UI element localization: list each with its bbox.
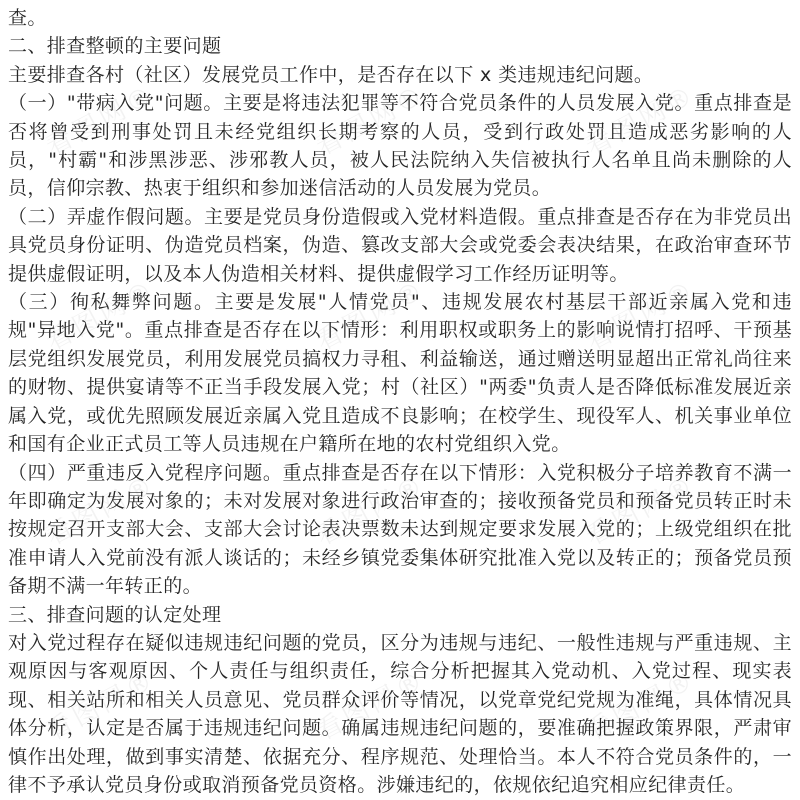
watermark-text: 看图网® (581, 79, 702, 163)
section-heading-2: 二、排查整顿的主要问题 (8, 35, 222, 58)
watermark-text: 看图网® (311, 79, 432, 163)
section-heading-3: 三、排查问题的认定处理 (8, 603, 222, 626)
watermark-text: 看图网® (41, 274, 162, 358)
paragraph-item-1: （一）"带病入党"问题。主要是将违法犯罪等不符合党员条件的人员发展入党。重点排查是否将曾受到刑事处罚且未经党组织长期考察的人员，受到行政处罚且造成恶劣影响的人员，"村霸"和涉黑涉恶、涉邪教人员，被人民法院纳入失信被执行人名单且尚未删除的人员，信仰宗教、热衷于组织和参加迷信活动的人员发展为党员。 (8, 92, 792, 200)
watermark-text: 看图网® (311, 274, 432, 358)
paragraph-handling: 对入党过程存在疑似违规违纪问题的党员，区分为违规与违纪、一般性违规与严重违规、主观原因与客观原因、个人责任与组织责任，综合分析把握其入党动机、入党过程、现实表现、相关站所和相关人员意见、党员群众评价等情况，以党章党纪党规为准绳，具体情况具体分析，认定是否属于违规违纪问题。确属违规违纪问题的，要准确把握政策界限，严肃审慎作出处理，做到事实清楚、依据充分、程序规范、处理恰当。本人不符合党员条件的，一律不予承认党员身份或取消预备党员资格。涉嫌违纪的，依规依纪追究相应纪律责任。 (8, 631, 792, 796)
watermark-text: 看图网® (581, 274, 702, 358)
watermark-text: 看图网® (41, 469, 162, 553)
watermark-text: 看图网® (311, 469, 432, 553)
paragraph-item-3: （三）徇私舞弊问题。主要是发展"人情党员"、违规发展农村基层干部近亲属入党和违规"异地入党"。重点排查是否存在以下情形：利用职权或职务上的影响说情打招呼、干预基层党组织发展党员，利用发展党员搞权力寻租、利益输送，通过赠送明显超出正常礼尚往来的财物、提供宴请等不正当手段发展入党；村（社区）"两委"负责人是否降低标准发展近亲属入党，或优先照顾发展近亲属入党且造成不良影响；在校学生、现役军人、机关事业单位和国有企业正式员工等人员违规在户籍所在地的农村党组织入党。 (8, 291, 792, 456)
paragraph-item-4: （四）严重违反入党程序问题。重点排查是否存在以下情形：入党积极分子培养教育不满一年即确定为发展对象的；未对发展对象进行政治审查的；接收预备党员和预备党员转正时未按规定召开支部大会、支部大会讨论表决票数未达到规定要求发展入党的；上级党组织在批准申请人入党前没有派人谈话的；未经乡镇党委集体研究批准入党以及转正的；预备党员预备期不满一年转正的。 (8, 461, 792, 598)
watermark-text: 看图网® (311, 664, 432, 748)
watermark-text: 看图网® (41, 79, 162, 163)
paragraph-intro: 主要排查各村（社区）发展党员工作中，是否存在以下 x 类违规违纪问题。 (8, 63, 654, 86)
paragraph-item-2: （二）弄虚作假问题。主要是党员身份造假或入党材料造假。重点排查是否存在为非党员出具党员身份证明、伪造党员档案，伪造、篡改支部大会或党委会表决结果，在政治审查环节提供虚假证明，以及本人伪造相关材料、提供虚假学习工作经历证明等。 (8, 205, 792, 285)
watermark-text: 看图网® (41, 664, 162, 748)
paragraph-continuation: 查。 (8, 7, 47, 29)
watermark-text: 看图网® (581, 664, 702, 748)
watermark-text: 看图网® (581, 469, 702, 553)
